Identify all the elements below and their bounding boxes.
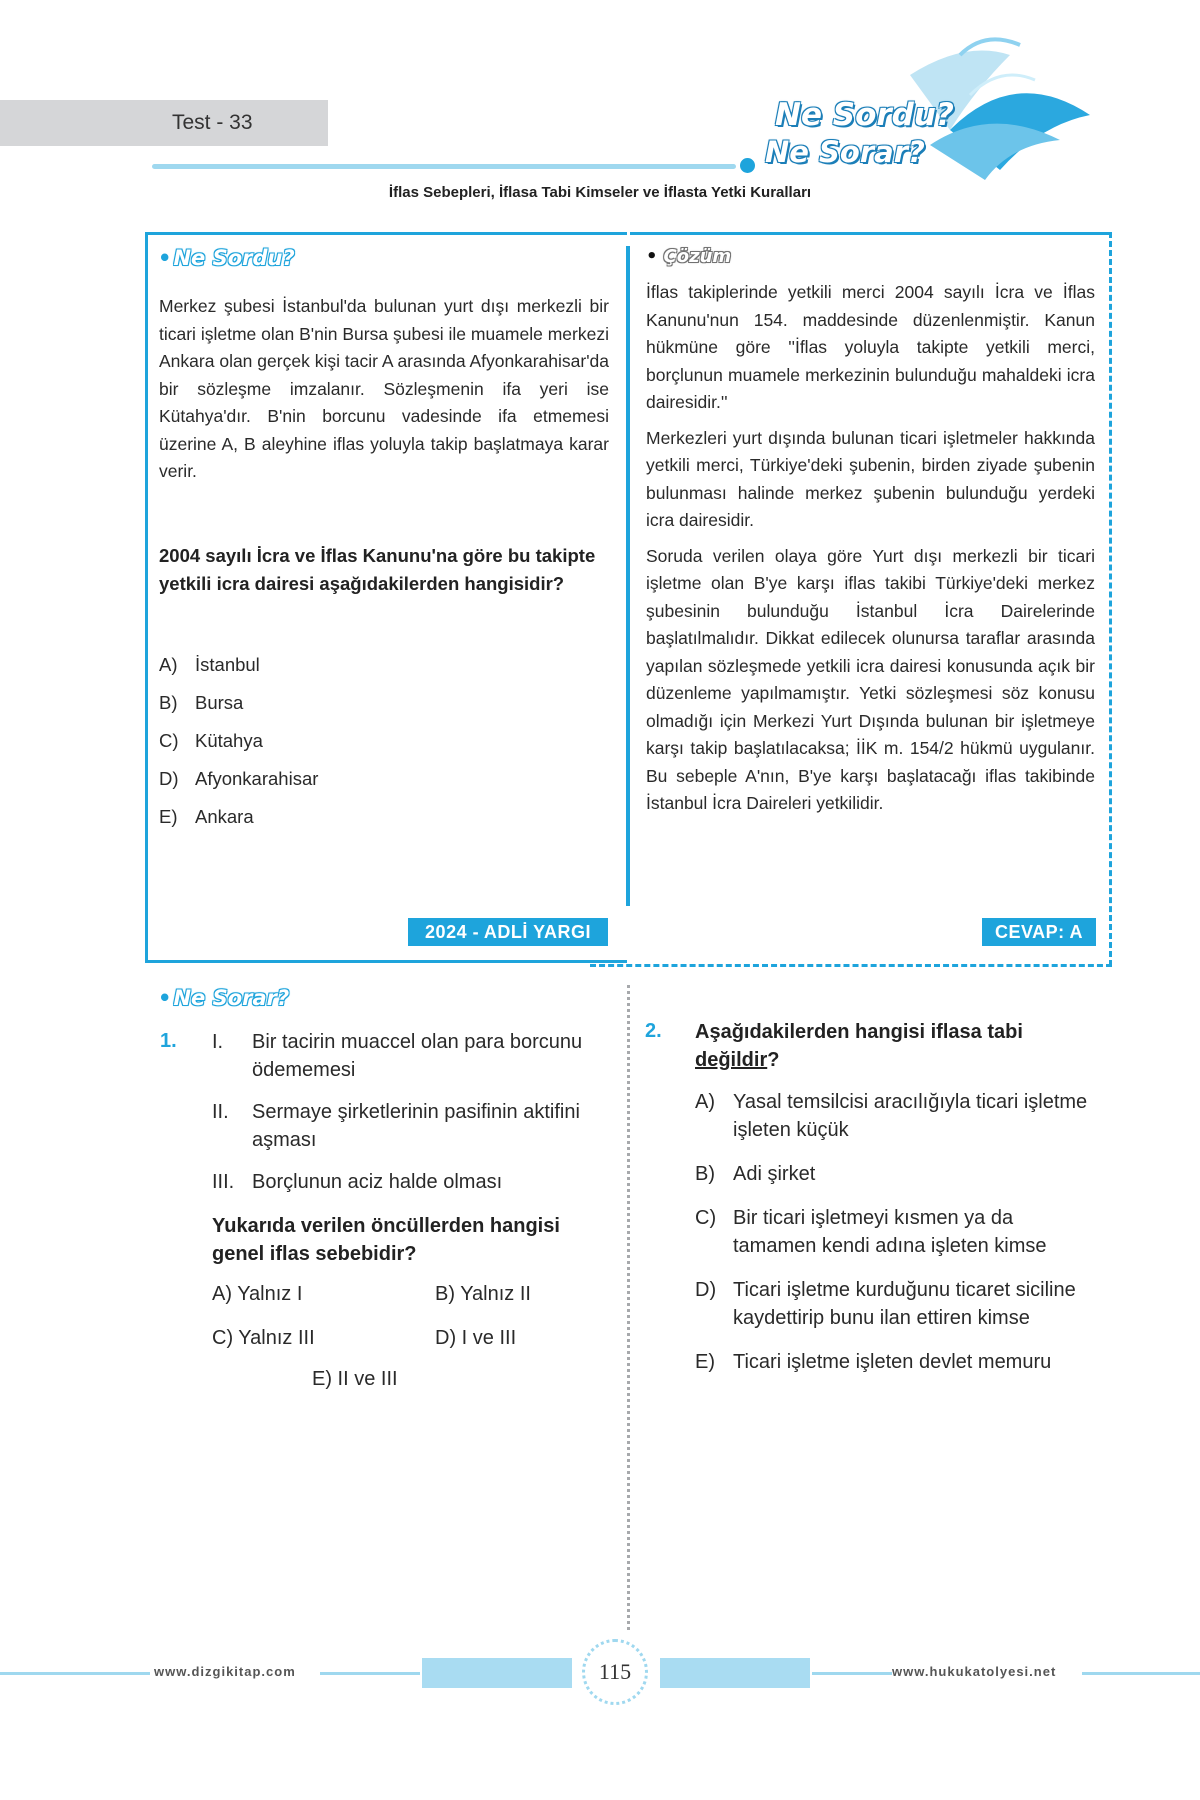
question-2-options — [695, 1088, 1095, 1376]
logo-line-1: Ne Sordu? — [775, 97, 954, 133]
solution-paragraph: İflas takiplerinde yetkili merci 2004 sayılı İcra ve İflas Kanunu'nun 154. maddesinde düzenlenmiştir. Kanun hükmüne göre ''İflas yoluyla takipte yetkili merci, borçlunun muamele merkezinin bulunduğu mahaldeki icra dairesidir.'' — [646, 282, 1095, 412]
q1-option-e[interactable]: E) II ve III — [312, 1368, 398, 1390]
question-1-stem: Yukarıda verilen öncüllerden hangisi genel iflas sebebidir? — [212, 1215, 560, 1265]
q2-option-d[interactable]: D) Ticari işletme kurduğunu ticaret siciline kaydettirip bunu ilan ettiren kimse — [695, 1279, 1076, 1329]
question-1-premises — [212, 1028, 607, 1196]
solution-paragraph: Merkezleri yurt dışında bulunan ticari işletmeler hakkında yetkili merci, Türkiye'deki şubenin, birden ziyade şubenin bulunması halinde merkez şubenin bulunduğu yerdeki icra dairesidir. — [646, 427, 1095, 530]
scenario-text: Merkez şubesi İstanbul'da bulunan yurt dışı merkezli bir ticari işletme olan B'nin Bursa şubesi ile muamele merkezi Ankara olan gerçek kişi tacir A arasında Afyonkarahisar'da bir sözleşme imzalanır. Sözleşmenin ifa yeri ise Kütahya'dır. B'nin borcunu vadesinde ifa etmemesi üzerine A, B aleyhine iflas yoluyla takip başlatmaya karar verir. — [159, 296, 609, 481]
page-number: 115 — [582, 1639, 648, 1705]
column-divider — [627, 985, 630, 1630]
bullet-icon: • — [158, 246, 172, 270]
cozum-panel-bottom-border — [590, 964, 1112, 967]
q1-option-d[interactable]: D) I ve III — [435, 1327, 517, 1349]
negation-word: değildir — [695, 1049, 768, 1071]
q1-option-c[interactable]: C) Yalnız III — [212, 1327, 315, 1349]
footer-block-left — [422, 1658, 572, 1688]
question-1-number: 1. — [160, 1030, 177, 1052]
bullet-icon: • — [646, 246, 658, 267]
answer-options — [159, 646, 609, 836]
exam-source-badge: 2024 - ADLİ YARGI — [408, 918, 608, 946]
option-b[interactable]: B) Bursa — [159, 692, 244, 713]
footer-right-url[interactable]: www.hukukatolyesi.net — [892, 1664, 1057, 1679]
answer-badge: CEVAP: A — [982, 918, 1096, 946]
footer-block-right — [660, 1658, 810, 1688]
header-rule-dot — [740, 158, 755, 173]
footer-rule-left-mid — [320, 1672, 420, 1675]
ne-sorar-label: •Ne Sorar? — [158, 986, 290, 1010]
footer-left-url[interactable]: www.dizgikitap.com — [154, 1664, 296, 1679]
solution-paragraph: Soruda verilen olaya göre Yurt dışı merkezli bir ticari işletme olan B'ye karşı iflas takibi Türkiye'deki merkez şubesinin bulunduğu İstanbul İcra Dairelerinde başlatılmalıdır. Dikkat edilecek olunursa taraflar arasında yapılan sözleşmede yetkili icra dairesi konusunda açık bir düzenleme yapılmamıştır. Yetki sözleşmesi söz konusu olmadığı için Merkezi Yurt Dışında bulunan bir işletmeye karşı takip başlatılacaksa; İİK m. 154/2 hükmü uygulanır. Bu sebeple A'nın, B'ye karşı başlatacağı iflas takibinde İstanbul İcra Daireleri yetkilidir. — [646, 545, 1095, 813]
header-rule — [152, 164, 736, 169]
cozum-panel-top-border — [630, 232, 1112, 235]
question-stem: 2004 sayılı İcra ve İflas Kanunu'na göre bu takipte yetkili icra dairesi aşağıdakilerden hangisidir? — [159, 545, 596, 594]
premise-3: III. Borçlunun aciz halde olması — [212, 1171, 503, 1193]
footer-rule-right — [1082, 1672, 1200, 1675]
bullet-icon: • — [158, 986, 172, 1010]
solution-text — [646, 279, 1095, 826]
page-subtitle: İflas Sebepleri, İflasa Tabi Kimseler ve İflasta Yetki Kuralları — [388, 184, 812, 201]
logo-line-2: Ne Sorar? — [765, 135, 925, 169]
q2-option-e[interactable]: E) Ticari işletme işleten devlet memuru — [695, 1351, 1052, 1373]
option-c[interactable]: C) Kütahya — [159, 730, 263, 751]
option-e[interactable]: E) Ankara — [159, 806, 254, 827]
panel-divider — [626, 246, 630, 906]
q1-option-a[interactable]: A) Yalnız I — [212, 1283, 303, 1305]
test-label: Test - 33 — [0, 100, 328, 146]
ne-sordu-ne-sorar-logo — [760, 35, 1100, 180]
q2-option-b[interactable]: B) Adi şirket — [695, 1163, 816, 1185]
question-2-number: 2. — [645, 1020, 662, 1042]
cozum-panel-right-border — [1109, 232, 1112, 966]
footer-rule-right-mid — [812, 1672, 892, 1675]
option-a[interactable]: A) İstanbul — [159, 654, 260, 675]
premise-1: I. Bir tacirin muaccel olan para borcunu ödememesi — [212, 1031, 583, 1081]
q2-option-c[interactable]: C) Bir ticari işletmeyi kısmen ya da tamamen kendi adına işleten kimse — [695, 1207, 1047, 1257]
question-2-stem: Aşağıdakilerden hangisi iflasa tabi değildir? — [695, 1021, 1023, 1071]
option-d[interactable]: D) Afyonkarahisar — [159, 768, 319, 789]
q1-option-b[interactable]: B) Yalnız II — [435, 1283, 531, 1305]
q2-option-a[interactable]: A) Yasal temsilcisi aracılığıyla ticari işletme işleten küçük — [695, 1091, 1088, 1141]
ne-sordu-label: •Ne Sordu? — [158, 246, 295, 270]
footer-rule-left — [0, 1672, 150, 1675]
cozum-label: • Çözüm — [646, 246, 732, 267]
premise-2: II. Sermaye şirketlerinin pasifinin aktifini aşması — [212, 1101, 580, 1151]
